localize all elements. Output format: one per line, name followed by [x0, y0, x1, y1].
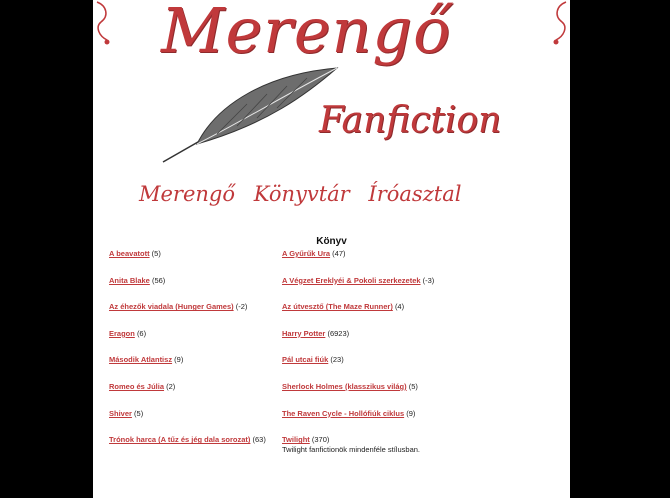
- page-container: [93, 0, 570, 498]
- category-count: (47): [332, 249, 346, 258]
- category-link[interactable]: Eragon: [109, 328, 135, 338]
- site-logo-title[interactable]: Merengő: [161, 0, 452, 67]
- category-item: [109, 409, 284, 436]
- category-item: [109, 382, 284, 409]
- category-count: (56): [151, 275, 166, 285]
- category-count: (2): [166, 381, 176, 391]
- category-item: [282, 435, 562, 462]
- category-column-left: [109, 249, 284, 462]
- category-link[interactable]: Második Atlantisz: [109, 355, 173, 365]
- category-count: (63): [252, 435, 266, 445]
- category-link[interactable]: The Raven Cycle - Hollófiúk ciklus: [282, 408, 405, 418]
- category-link[interactable]: Anita Blake: [109, 275, 150, 285]
- category-link[interactable]: A Végzet Ereklyéi & Pokoli szerkezetek: [282, 275, 421, 285]
- category-item: [109, 355, 284, 382]
- main-navigation: [139, 182, 473, 206]
- category-count: (4): [394, 302, 405, 312]
- category-link[interactable]: Az éhezők viadala (Hunger Games): [109, 302, 234, 312]
- category-item: [282, 382, 562, 409]
- category-item: [282, 276, 562, 303]
- category-link[interactable]: Az útvesztő (The Maze Runner): [282, 302, 393, 312]
- category-link[interactable]: Sherlock Holmes (klasszikus világ): [282, 381, 407, 391]
- category-description: Twilight fanfictionök mindenféle stílusban.: [282, 445, 420, 455]
- category-item: [109, 276, 284, 303]
- nav-item-konyvtar[interactable]: Könyvtár: [253, 182, 350, 206]
- category-item: [109, 329, 284, 356]
- ornament-corner-right: [548, 0, 570, 48]
- category-count: (-3): [422, 275, 435, 285]
- category-link[interactable]: A beavatott: [109, 249, 150, 258]
- category-item: [282, 249, 562, 276]
- category-count: (-2): [235, 302, 248, 312]
- category-item: [282, 355, 562, 382]
- category-count: (5): [408, 381, 418, 391]
- category-item: [109, 249, 284, 276]
- category-count: (6923): [327, 328, 350, 338]
- category-count: (9): [406, 408, 416, 418]
- category-item: [109, 302, 284, 329]
- category-item: [282, 302, 562, 329]
- ornament-corner-left: [93, 0, 115, 48]
- category-link[interactable]: Harry Potter: [282, 328, 326, 338]
- category-link[interactable]: Trónok harca (A tűz és jég dala sorozat): [109, 435, 251, 445]
- category-link[interactable]: Pál utcai fiúk: [282, 355, 329, 365]
- category-count: (9): [174, 355, 184, 365]
- category-link[interactable]: Shiver: [109, 408, 132, 418]
- nav-item-merengo[interactable]: Merengő: [139, 182, 236, 206]
- category-count: (6): [136, 328, 147, 338]
- category-count: (5): [151, 249, 161, 258]
- nav-item-iroasztal[interactable]: Íróasztal: [368, 182, 462, 206]
- site-logo-subtitle: Fanfiction: [319, 100, 502, 141]
- category-count: (370): [311, 435, 330, 445]
- category-link[interactable]: A Gyűrűk Ura: [282, 249, 331, 258]
- category-item: [282, 409, 562, 436]
- category-item: [282, 329, 562, 356]
- section-title: Könyv: [316, 236, 347, 247]
- category-count: (23): [330, 355, 344, 365]
- category-item: [109, 435, 284, 462]
- category-count: (5): [134, 408, 144, 418]
- category-link[interactable]: Romeo és Júlia: [109, 381, 165, 391]
- category-column-right: [282, 249, 562, 462]
- category-link[interactable]: Twilight: [282, 435, 310, 445]
